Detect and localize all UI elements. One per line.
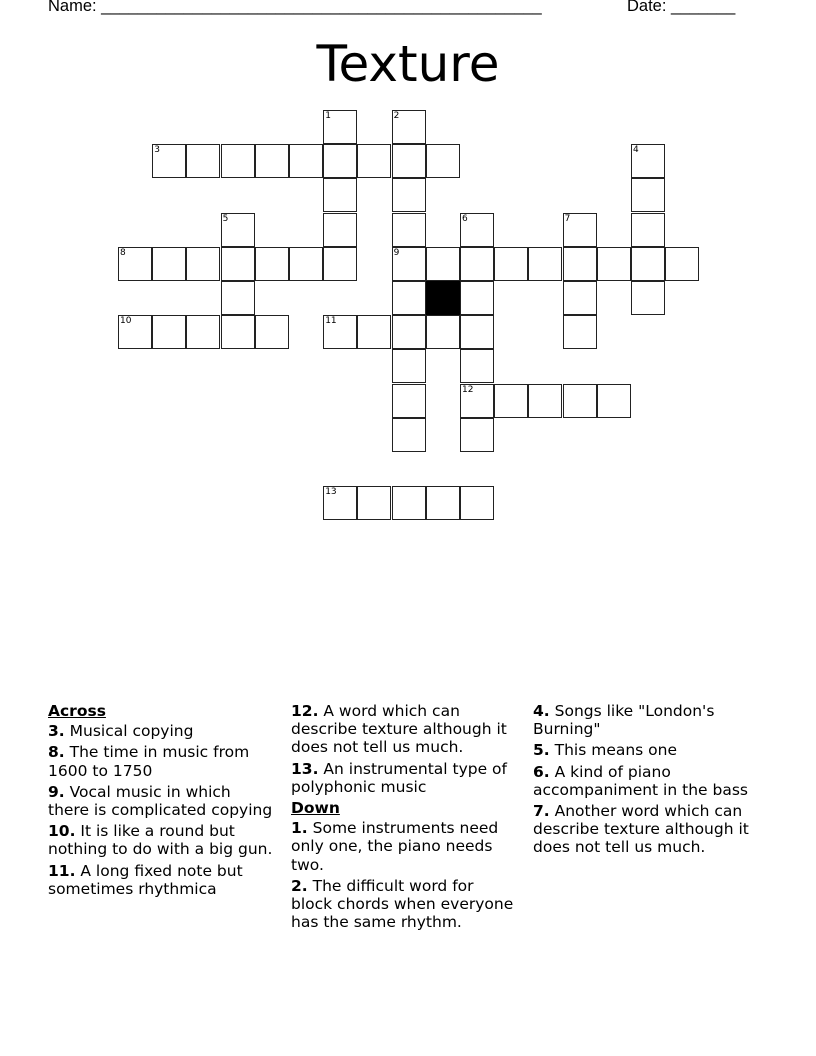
grid-cell[interactable] xyxy=(631,144,665,178)
grid-cell[interactable] xyxy=(323,110,357,144)
clue-across-13: 13. An instrumental type of polyphonic music xyxy=(291,759,507,796)
grid-cell[interactable] xyxy=(460,486,494,520)
grid-cell[interactable] xyxy=(323,247,357,281)
grid-cell[interactable] xyxy=(392,315,426,349)
clue-down-4: 4. Songs like "London's Burning" xyxy=(533,702,715,739)
grid-block xyxy=(426,281,460,315)
clue-number-1: 1 xyxy=(325,111,331,121)
clue-number-6: 6 xyxy=(462,213,468,224)
grid-cell[interactable] xyxy=(186,144,220,178)
grid-cell[interactable] xyxy=(392,384,426,418)
grid-cell[interactable] xyxy=(186,247,220,281)
grid-cell[interactable] xyxy=(323,178,357,212)
clue-across-11: 11. A long fixed note but sometimes rhythmica xyxy=(48,861,243,898)
grid-cell[interactable] xyxy=(392,247,426,281)
grid-cell[interactable] xyxy=(118,247,152,281)
clue-number-10: 10 xyxy=(120,316,132,327)
grid-cell[interactable] xyxy=(289,144,323,178)
grid-cell[interactable] xyxy=(323,315,357,349)
clue-number-11: 11 xyxy=(325,316,337,327)
clue-number-2: 2 xyxy=(393,111,400,121)
grid-cell[interactable] xyxy=(323,144,357,178)
grid-cell[interactable] xyxy=(460,418,494,452)
clue-number-9: 9 xyxy=(393,247,400,258)
grid-cell[interactable] xyxy=(460,213,494,247)
grid-cell[interactable] xyxy=(392,486,426,520)
clue-column-2 xyxy=(291,702,519,934)
grid-cell[interactable] xyxy=(460,315,494,349)
clue-number-5: 5 xyxy=(222,213,229,224)
grid-cell[interactable] xyxy=(597,384,631,418)
date-field-label: Date: _______ xyxy=(627,0,736,15)
grid-cell[interactable] xyxy=(255,144,289,178)
grid-cell[interactable] xyxy=(255,247,289,281)
grid-cell[interactable] xyxy=(152,144,186,178)
grid-cell[interactable] xyxy=(323,213,357,247)
grid-cell[interactable] xyxy=(597,247,631,281)
clue-down-5: 5. This means one xyxy=(533,741,678,760)
name-field-label: Name: ________________________________________________ xyxy=(48,0,542,15)
grid-cell[interactable] xyxy=(460,247,494,281)
grid-cell[interactable] xyxy=(221,281,255,315)
grid-cell[interactable] xyxy=(289,247,323,281)
down-heading: Down xyxy=(291,799,340,818)
grid-cell[interactable] xyxy=(426,247,460,281)
grid-cell[interactable] xyxy=(563,384,597,418)
clue-down-7: 7. Another word which can describe texture although it does not tell us much. xyxy=(533,802,749,857)
clue-down-6: 6. A kind of piano accompaniment in the bass xyxy=(533,762,748,799)
clue-across-10: 10. It is like a round but nothing to do with a big gun. xyxy=(48,822,273,859)
grid-cell[interactable] xyxy=(563,315,597,349)
grid-cell[interactable] xyxy=(631,213,665,247)
grid-cell[interactable] xyxy=(392,213,426,247)
clue-column-1 xyxy=(48,702,276,901)
grid-cell[interactable] xyxy=(665,247,699,281)
grid-cell[interactable] xyxy=(357,315,391,349)
grid-cell[interactable] xyxy=(494,384,528,418)
clue-across-8: 8. The time in music from 1600 to 1750 xyxy=(48,743,250,780)
grid-cell[interactable] xyxy=(118,315,152,349)
grid-cell[interactable] xyxy=(221,315,255,349)
grid-cell[interactable] xyxy=(221,247,255,281)
clue-across-9: 9. Vocal music in which there is complicated copying xyxy=(48,782,273,820)
grid-cell[interactable] xyxy=(563,247,597,281)
grid-cell[interactable] xyxy=(186,315,220,349)
grid-cell[interactable] xyxy=(255,315,289,349)
grid-cell[interactable] xyxy=(528,384,562,418)
grid-cell[interactable] xyxy=(426,144,460,178)
clue-column-3 xyxy=(533,702,769,860)
across-heading: Across xyxy=(48,702,106,720)
grid-cell[interactable] xyxy=(221,144,255,178)
clue-down-1: 1. Some instruments need only one, the piano needs two. xyxy=(291,819,499,874)
grid-cell[interactable] xyxy=(392,349,426,383)
grid-cell[interactable] xyxy=(392,281,426,315)
clue-across-3: 3. Musical copying xyxy=(48,722,194,741)
clue-number-12: 12 xyxy=(462,384,474,395)
grid-cell[interactable] xyxy=(563,281,597,315)
grid-cell[interactable] xyxy=(426,486,460,520)
clue-down-2: 2. The difficult word for block chords when everyone has the same rhythm. xyxy=(291,876,514,932)
grid-cell[interactable] xyxy=(357,144,391,178)
grid-cell[interactable] xyxy=(426,315,460,349)
grid-cell[interactable] xyxy=(392,110,426,144)
grid-cell[interactable] xyxy=(494,247,528,281)
grid-cell[interactable] xyxy=(631,178,665,212)
page-title: Texture xyxy=(316,35,500,93)
clue-number-8: 8 xyxy=(120,247,126,258)
grid-cell[interactable] xyxy=(563,213,597,247)
grid-cell[interactable] xyxy=(323,486,357,520)
clue-number-7: 7 xyxy=(564,213,571,224)
grid-cell[interactable] xyxy=(631,281,665,315)
clue-number-3: 3 xyxy=(154,145,160,156)
clue-number-13: 13 xyxy=(325,487,337,498)
clue-across-12: 12. A word which can describe texture although it does not tell us much. xyxy=(291,702,507,757)
grid-cell[interactable] xyxy=(460,281,494,315)
grid-cell[interactable] xyxy=(460,384,494,418)
grid-cell[interactable] xyxy=(392,178,426,212)
grid-cell[interactable] xyxy=(152,247,186,281)
grid-cell[interactable] xyxy=(460,349,494,383)
grid-cell[interactable] xyxy=(528,247,562,281)
grid-cell[interactable] xyxy=(392,418,426,452)
grid-cell[interactable] xyxy=(221,213,255,247)
grid-cell[interactable] xyxy=(392,144,426,178)
grid-cell[interactable] xyxy=(357,486,391,520)
grid-cell[interactable] xyxy=(631,247,665,281)
grid-cell[interactable] xyxy=(152,315,186,349)
clue-number-4: 4 xyxy=(633,145,639,156)
